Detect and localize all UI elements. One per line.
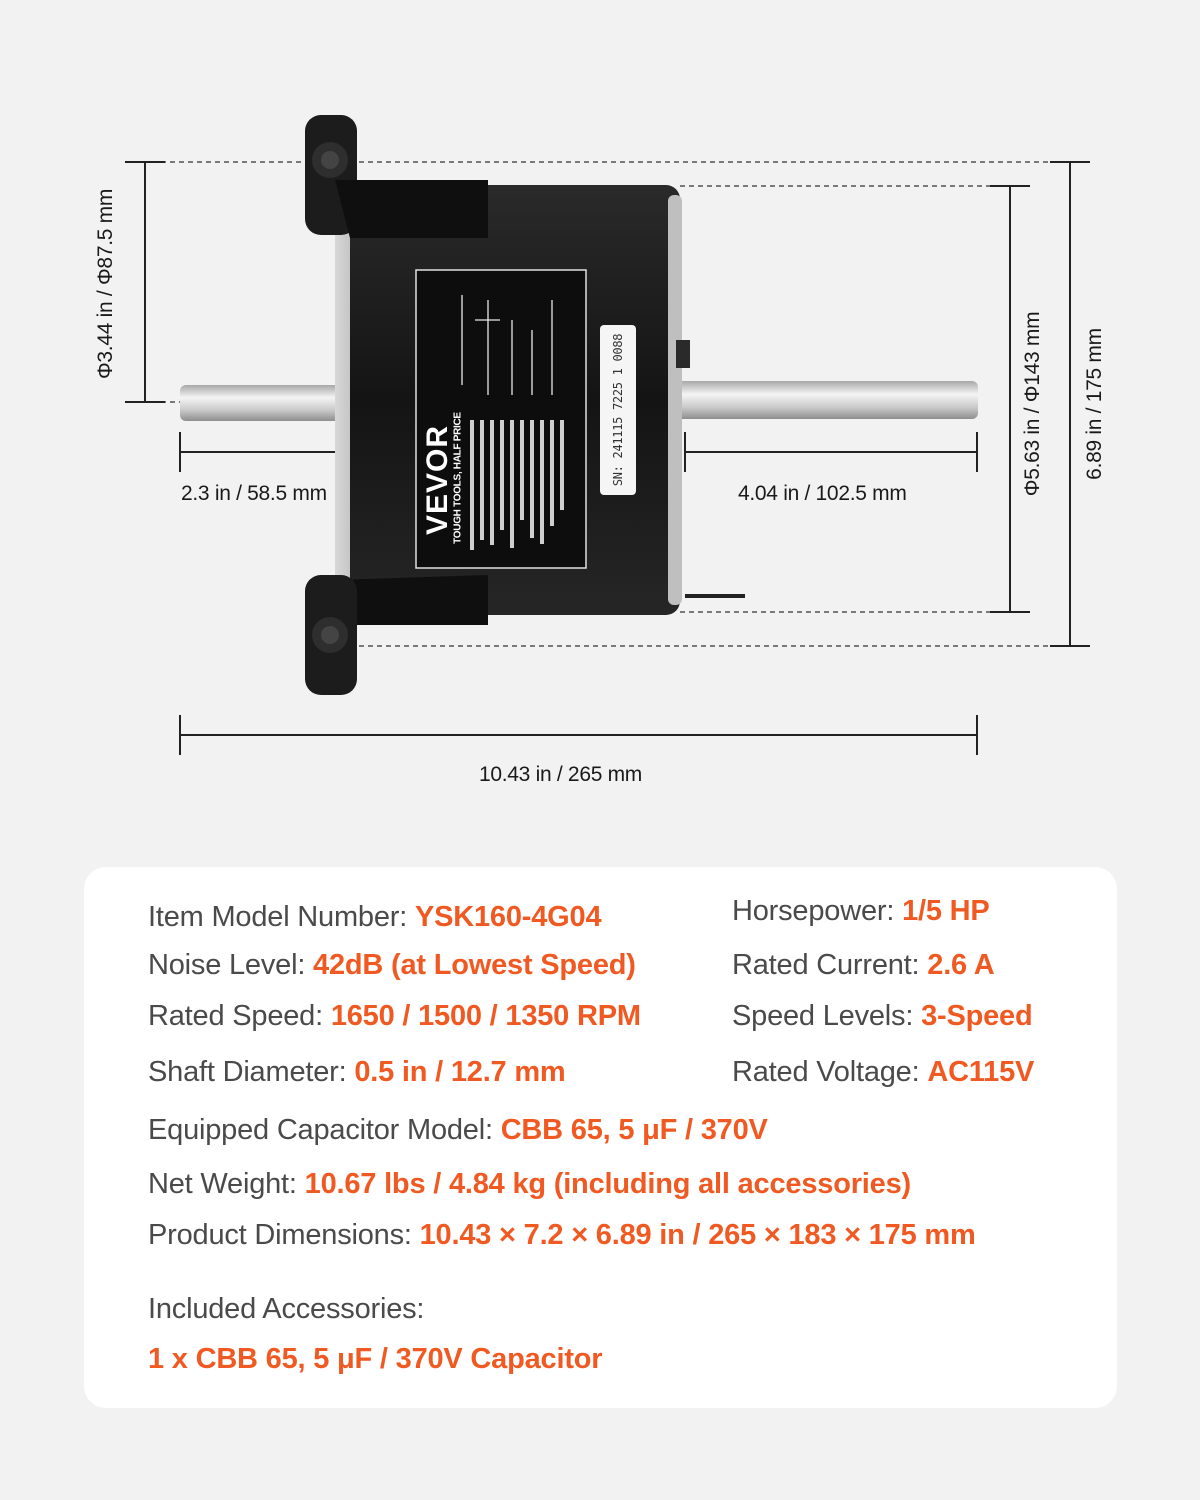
dim-overall-height: 6.89 in / 175 mm	[1083, 328, 1106, 480]
spec-weight	[148, 1168, 911, 1201]
spec-capacitor-value: CBB 65, 5 μF / 370V	[500, 1114, 768, 1146]
spec-card	[84, 867, 1117, 1408]
spec-voltage-label: Rated Voltage:	[732, 1056, 928, 1088]
right-shaft	[675, 381, 978, 419]
spec-model-label: Item Model Number:	[148, 901, 415, 933]
spec-noise-value: 42dB (at Lowest Speed)	[313, 949, 636, 981]
brand-tagline: TOUGH TOOLS, HALF PRICE	[452, 412, 464, 544]
spec-shaft	[148, 1056, 566, 1089]
spec-capacitor	[148, 1114, 768, 1147]
left-shaft	[180, 385, 350, 421]
spec-speed-value: 1650 / 1500 / 1350 RPM	[330, 1000, 641, 1032]
spec-current-label: Rated Current:	[732, 949, 928, 981]
brand-logo: VEVOR	[421, 424, 454, 536]
spec-noise-label: Noise Level:	[148, 949, 314, 981]
bottom-mounting-bracket	[305, 575, 488, 695]
spec-accessories-value	[148, 1343, 602, 1376]
dim-left-shaft-length: 2.3 in / 58.5 mm	[181, 482, 327, 505]
spec-voltage-value: AC115V	[927, 1056, 1035, 1088]
spec-levels	[732, 1000, 1032, 1033]
spec-shaft-value: 0.5 in / 12.7 mm	[354, 1056, 566, 1088]
motor-right-edge	[668, 195, 682, 605]
accessories-value-text: 1 x CBB 65, 5 μF / 370V Capacitor	[148, 1343, 603, 1375]
spec-levels-label: Speed Levels:	[732, 1000, 922, 1032]
spec-speed	[148, 1000, 641, 1033]
top-mounting-bracket	[305, 115, 488, 238]
spec-horsepower-value: 1/5 HP	[902, 895, 990, 927]
spec-current	[732, 949, 995, 982]
spec-shaft-label: Shaft Diameter:	[148, 1056, 355, 1088]
spec-weight-label: Net Weight:	[148, 1168, 305, 1200]
spec-speed-label: Rated Speed:	[148, 1000, 331, 1032]
spec-noise	[148, 949, 636, 982]
spec-horsepower	[732, 895, 990, 928]
spec-weight-value: 10.67 lbs / 4.84 kg (including all accessories)	[304, 1168, 911, 1200]
spec-model	[148, 901, 601, 934]
spec-model-value: YSK160-4G04	[414, 901, 602, 933]
spec-capacitor-label: Equipped Capacitor Model:	[148, 1114, 501, 1146]
dim-front-diameter: Φ3.44 in / Φ87.5 mm	[94, 188, 117, 380]
spec-voltage	[732, 1056, 1034, 1089]
serial-number: SN: 241115 7225 1 0088	[611, 333, 625, 487]
spec-product-dimensions	[148, 1219, 976, 1252]
accessories-label-text: Included Accessories:	[148, 1293, 425, 1325]
spec-horsepower-label: Horsepower:	[732, 895, 903, 927]
spec-levels-value: 3-Speed	[921, 1000, 1033, 1032]
spec-product-dimensions-value: 10.43 × 7.2 × 6.89 in / 265 × 183 × 175 mm	[419, 1219, 976, 1251]
dim-body-diameter: Φ5.63 in / Φ143 mm	[1021, 311, 1044, 497]
spec-current-value: 2.6 A	[927, 949, 995, 981]
dim-right-shaft-length: 4.04 in / 102.5 mm	[738, 482, 907, 505]
spec-product-dimensions-label: Product Dimensions:	[148, 1219, 420, 1251]
spec-accessories-label	[148, 1293, 424, 1326]
dim-overall-length: 10.43 in / 265 mm	[479, 763, 642, 786]
